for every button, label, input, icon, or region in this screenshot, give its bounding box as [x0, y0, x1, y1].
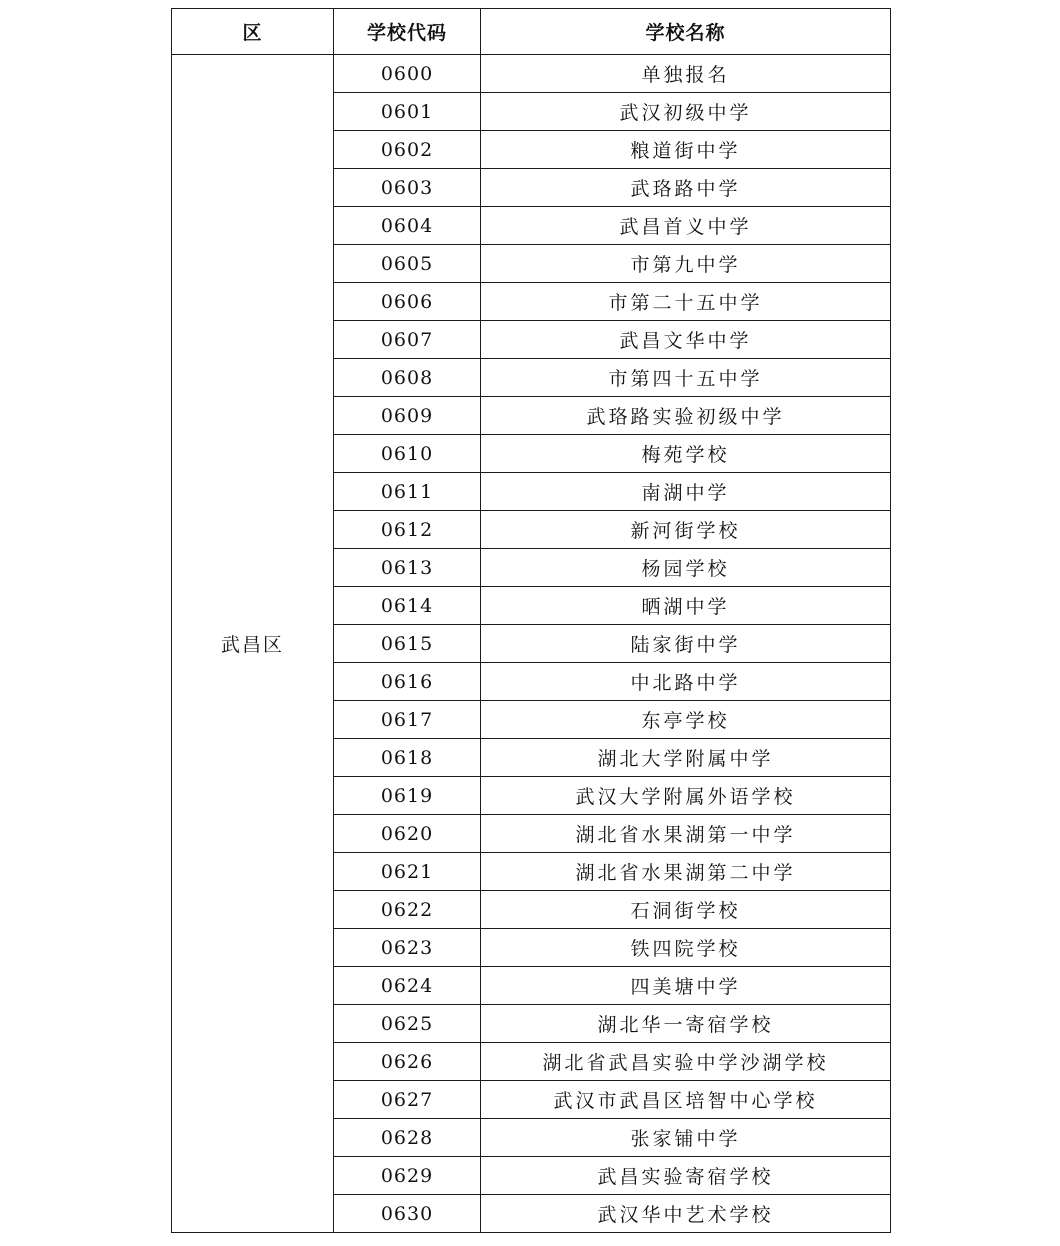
- school-name-cell: 中北路中学: [481, 663, 891, 701]
- school-code-cell: 0626: [334, 1043, 481, 1081]
- school-name-cell: 武汉大学附属外语学校: [481, 777, 891, 815]
- school-name-cell: 东亭学校: [481, 701, 891, 739]
- school-name-cell: 湖北省水果湖第二中学: [481, 853, 891, 891]
- school-code-cell: 0629: [334, 1157, 481, 1195]
- school-code-cell: 0613: [334, 549, 481, 587]
- school-name-cell: 陆家街中学: [481, 625, 891, 663]
- school-code-cell: 0625: [334, 1005, 481, 1043]
- school-name-cell: 武汉市武昌区培智中心学校: [481, 1081, 891, 1119]
- school-code-cell: 0620: [334, 815, 481, 853]
- school-name-cell: 湖北省武昌实验中学沙湖学校: [481, 1043, 891, 1081]
- school-name-cell: 武昌首义中学: [481, 207, 891, 245]
- school-code-cell: 0623: [334, 929, 481, 967]
- table-row: [172, 55, 891, 93]
- school-name-cell: 粮道街中学: [481, 131, 891, 169]
- school-name-cell: 武昌文华中学: [481, 321, 891, 359]
- school-name-cell: 武昌实验寄宿学校: [481, 1157, 891, 1195]
- school-code-cell: 0628: [334, 1119, 481, 1157]
- school-code-cell: 0612: [334, 511, 481, 549]
- school-name-cell: 武珞路中学: [481, 169, 891, 207]
- school-code-cell: 0615: [334, 625, 481, 663]
- header-school-code: 学校代码: [334, 9, 481, 55]
- school-name-cell: 四美塘中学: [481, 967, 891, 1005]
- school-code-cell: 0601: [334, 93, 481, 131]
- school-name-cell: 湖北华一寄宿学校: [481, 1005, 891, 1043]
- school-code-cell: 0611: [334, 473, 481, 511]
- school-name-cell: 南湖中学: [481, 473, 891, 511]
- school-name-cell: 湖北省水果湖第一中学: [481, 815, 891, 853]
- school-code-cell: 0602: [334, 131, 481, 169]
- school-name-cell: 湖北大学附属中学: [481, 739, 891, 777]
- school-code-cell: 0616: [334, 663, 481, 701]
- school-name-cell: 新河街学校: [481, 511, 891, 549]
- table-body: [172, 55, 891, 1233]
- school-code-cell: 0624: [334, 967, 481, 1005]
- district-cell: 武昌区: [172, 55, 334, 1233]
- school-code-cell: 0622: [334, 891, 481, 929]
- school-code-cell: 0607: [334, 321, 481, 359]
- school-code-cell: 0630: [334, 1195, 481, 1233]
- school-code-cell: 0610: [334, 435, 481, 473]
- header-school-name: 学校名称: [481, 9, 891, 55]
- school-name-cell: 晒湖中学: [481, 587, 891, 625]
- school-name-cell: 铁四院学校: [481, 929, 891, 967]
- school-name-cell: 武汉初级中学: [481, 93, 891, 131]
- school-code-cell: 0608: [334, 359, 481, 397]
- school-code-cell: 0621: [334, 853, 481, 891]
- school-name-cell: 石洞街学校: [481, 891, 891, 929]
- school-name-cell: 市第四十五中学: [481, 359, 891, 397]
- school-name-cell: 张家铺中学: [481, 1119, 891, 1157]
- school-code-cell: 0600: [334, 55, 481, 93]
- school-name-cell: 市第二十五中学: [481, 283, 891, 321]
- school-code-cell: 0609: [334, 397, 481, 435]
- school-code-cell: 0604: [334, 207, 481, 245]
- table-header-row: [172, 9, 891, 55]
- school-name-cell: 杨园学校: [481, 549, 891, 587]
- school-name-cell: 梅苑学校: [481, 435, 891, 473]
- school-code-cell: 0606: [334, 283, 481, 321]
- school-code-cell: 0603: [334, 169, 481, 207]
- school-name-cell: 武珞路实验初级中学: [481, 397, 891, 435]
- school-code-cell: 0617: [334, 701, 481, 739]
- school-code-table: [171, 8, 891, 1233]
- school-code-cell: 0619: [334, 777, 481, 815]
- header-district: 区: [172, 9, 334, 55]
- school-name-cell: 武汉华中艺术学校: [481, 1195, 891, 1233]
- school-code-cell: 0614: [334, 587, 481, 625]
- school-code-cell: 0605: [334, 245, 481, 283]
- school-code-cell: 0618: [334, 739, 481, 777]
- school-name-cell: 市第九中学: [481, 245, 891, 283]
- school-code-cell: 0627: [334, 1081, 481, 1119]
- school-name-cell: 单独报名: [481, 55, 891, 93]
